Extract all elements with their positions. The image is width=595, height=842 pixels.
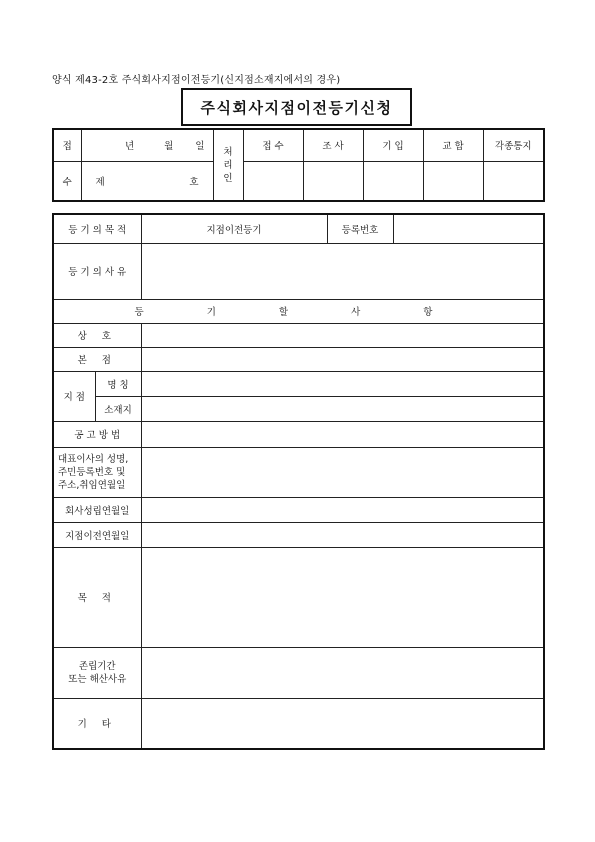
form-title: 주식회사지점이전등기신청 bbox=[200, 98, 393, 117]
branch-label: 지 점 bbox=[53, 371, 95, 421]
year-label: 년 bbox=[124, 141, 135, 153]
cell-entry-stamp[interactable] bbox=[363, 161, 423, 201]
other-field[interactable] bbox=[141, 698, 544, 749]
form-title-box bbox=[181, 88, 412, 126]
representative-line-1: 대표이사의 성명, bbox=[58, 453, 129, 465]
duration-line-2: 또는 해산사유 bbox=[68, 673, 127, 685]
month-label: 월 bbox=[164, 141, 174, 153]
purpose-value[interactable]: 지점이전등기 bbox=[141, 214, 327, 243]
representative-field[interactable] bbox=[141, 447, 544, 497]
processor-char-2: 리 bbox=[223, 159, 233, 171]
relocation-date-field[interactable] bbox=[141, 522, 544, 547]
receipt-number[interactable] bbox=[81, 161, 213, 201]
other-label bbox=[53, 698, 141, 749]
other-text: 기 타 bbox=[77, 719, 117, 731]
purpose-label: 등 기 의 목 적 bbox=[53, 214, 141, 243]
processor-char-1: 처 bbox=[223, 146, 233, 158]
duration-line-1: 존립기간 bbox=[78, 660, 116, 672]
trade-name-field[interactable] bbox=[141, 323, 544, 347]
cell-notices-stamp[interactable] bbox=[483, 161, 544, 201]
receipt-table bbox=[52, 128, 545, 202]
reg-no-label: 등록번호 bbox=[327, 214, 393, 243]
day-label: 일 bbox=[195, 141, 205, 153]
col-notices: 각종통지 bbox=[483, 129, 544, 161]
establish-date-label: 회사성립연월일 bbox=[53, 497, 141, 522]
col-receipt: 접 수 bbox=[243, 129, 303, 161]
form-number: 양식 제43-2호 주식회사지점이전등기(신지점소재지에서의 경우) bbox=[52, 75, 341, 86]
processor-char-3: 인 bbox=[223, 172, 233, 184]
cell-review-stamp[interactable] bbox=[303, 161, 363, 201]
receipt-date[interactable] bbox=[81, 129, 213, 161]
purpose-row-label bbox=[53, 547, 141, 647]
representative-line-2: 주민등록번호 및 bbox=[58, 466, 126, 478]
head-office-label bbox=[53, 347, 141, 371]
registration-table bbox=[52, 213, 545, 750]
branch-name-field[interactable] bbox=[141, 371, 544, 396]
processor-label bbox=[213, 129, 243, 201]
relocation-date-label: 지점이전연월일 bbox=[53, 522, 141, 547]
col-review: 조 사 bbox=[303, 129, 363, 161]
branch-location-label: 소재지 bbox=[95, 396, 141, 421]
head-office-field[interactable] bbox=[141, 347, 544, 371]
trade-name-text: 상 호 bbox=[77, 331, 117, 342]
receipt-label-bottom: 수 bbox=[53, 161, 81, 201]
reason-field[interactable] bbox=[141, 243, 544, 299]
cell-receipt-stamp[interactable] bbox=[243, 161, 303, 201]
no-prefix: 제 bbox=[95, 176, 105, 188]
matters-header-text: 등 기 할 사 항 bbox=[134, 307, 463, 318]
matters-header bbox=[53, 299, 544, 323]
no-suffix: 호 bbox=[189, 176, 199, 188]
public-notice-field[interactable] bbox=[141, 421, 544, 447]
representative-line-3: 주소,취임연월일 bbox=[58, 479, 126, 491]
trade-name-label bbox=[53, 323, 141, 347]
reason-label: 등 기 의 사 유 bbox=[53, 243, 141, 299]
branch-name-label: 명 칭 bbox=[95, 371, 141, 396]
purpose-row-text: 목 적 bbox=[77, 593, 117, 604]
public-notice-label: 공 고 방 법 bbox=[53, 421, 141, 447]
duration-field[interactable] bbox=[141, 647, 544, 698]
representative-label bbox=[53, 447, 141, 497]
duration-label bbox=[53, 647, 141, 698]
purpose-row-field[interactable] bbox=[141, 547, 544, 647]
branch-location-field[interactable] bbox=[141, 396, 544, 421]
col-entry: 기 입 bbox=[363, 129, 423, 161]
head-office-text: 본 점 bbox=[77, 355, 117, 366]
cell-collation-stamp[interactable] bbox=[423, 161, 483, 201]
reg-no-field[interactable] bbox=[393, 214, 544, 243]
col-collation: 교 합 bbox=[423, 129, 483, 161]
receipt-label-top: 접 bbox=[53, 129, 81, 161]
establish-date-field[interactable] bbox=[141, 497, 544, 522]
